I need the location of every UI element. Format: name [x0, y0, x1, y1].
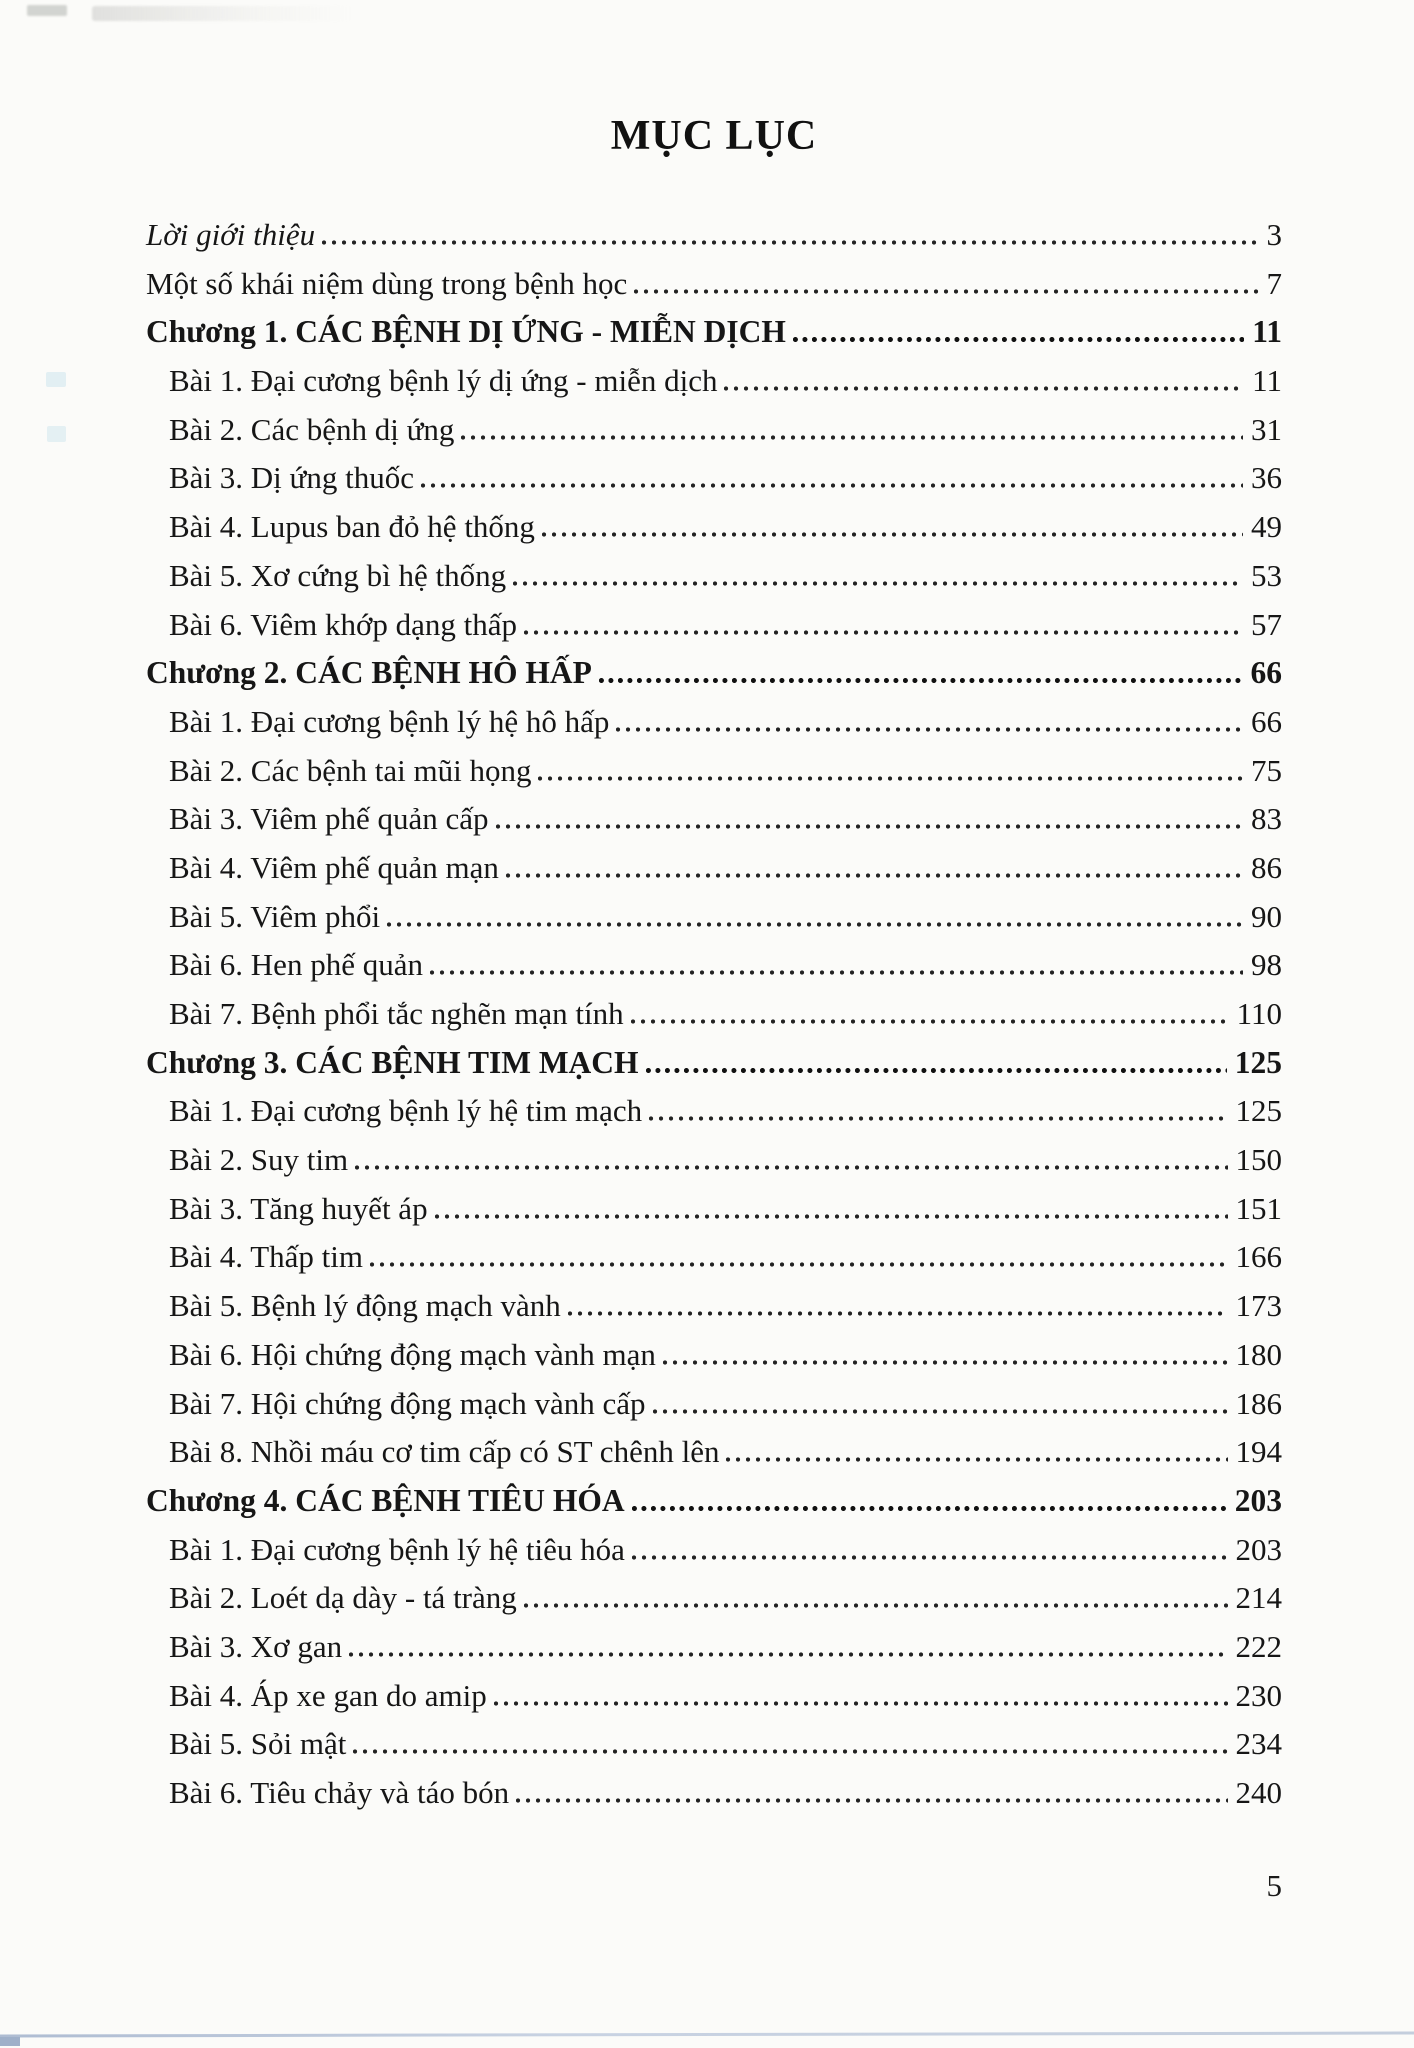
- toc-entry-page: 53: [1251, 557, 1282, 593]
- toc-entry-label: Bài 5. Viêm phổi: [169, 898, 381, 934]
- dot-leader: [632, 1555, 1228, 1560]
- toc-entry-label: Bài 3. Dị ứng thuốc: [169, 460, 414, 496]
- toc-entry-page: 83: [1251, 801, 1282, 837]
- toc-entry-page: 7: [1266, 265, 1282, 301]
- toc-entry-label: Chương 4. CÁC BỆNH TIÊU HÓA: [146, 1482, 625, 1518]
- toc-entry-page: 57: [1251, 606, 1282, 642]
- toc-entry-label: Bài 5. Sỏi mật: [169, 1726, 347, 1762]
- toc-entry: [146, 1278, 1282, 1327]
- toc-entry-page: 180: [1235, 1336, 1282, 1372]
- toc-entry: [146, 1083, 1282, 1132]
- dot-leader: [355, 1165, 1227, 1170]
- toc-entry: [146, 986, 1282, 1035]
- toc-entry: [146, 840, 1282, 889]
- toc-entry-label: Bài 7. Bệnh phổi tắc nghẽn mạn tính: [169, 996, 624, 1031]
- toc-entry-label: Bài 6. Viêm khớp dạng thấp: [169, 606, 518, 642]
- toc-entry-page: 203: [1234, 1482, 1282, 1518]
- toc-entry: [146, 304, 1282, 353]
- toc-entry-page: 11: [1252, 314, 1282, 350]
- scan-artifact-corner: [0, 2037, 20, 2046]
- toc-entry-label: Bài 4. Áp xe gan do amip: [169, 1677, 487, 1713]
- dot-leader: [631, 1019, 1229, 1024]
- toc-entry: [146, 937, 1282, 986]
- dot-leader: [387, 922, 1243, 927]
- dot-leader: [538, 776, 1243, 781]
- dot-leader: [513, 581, 1243, 586]
- toc-entry-label: Chương 1. CÁC BỆNH DỊ ỨNG - MIỄN DỊCH: [146, 314, 786, 350]
- toc-entry-label: Bài 5. Bệnh lý động mạch vành: [169, 1288, 561, 1324]
- toc-entry-label: Bài 6. Hen phế quản: [169, 947, 423, 983]
- toc-entry-label: Một số khái niệm dùng trong bệnh học: [146, 265, 628, 301]
- toc-entry-page: 151: [1235, 1190, 1282, 1226]
- toc-entry-label: Bài 1. Đại cương bệnh lý hệ tiêu hóa: [169, 1531, 625, 1567]
- dot-leader: [421, 483, 1243, 488]
- toc-entry: [146, 1619, 1282, 1668]
- dot-leader: [646, 1068, 1227, 1073]
- page-content: [146, 0, 1282, 2048]
- dot-leader: [435, 1214, 1228, 1219]
- toc-entry-label: Bài 1. Đại cương bệnh lý hệ hô hấp: [169, 703, 610, 739]
- toc-entry: [146, 1229, 1282, 1278]
- toc-entry-label: Bài 8. Nhồi máu cơ tim cấp có ST chênh lên: [169, 1434, 720, 1470]
- toc-entry-page: 166: [1235, 1239, 1282, 1275]
- toc-entry: [146, 256, 1282, 305]
- dot-leader: [322, 240, 1258, 245]
- toc-entry-page: 214: [1235, 1580, 1282, 1616]
- toc-entry-label: Bài 7. Hội chứng động mạch vành cấp: [169, 1385, 646, 1421]
- toc-entry-page: 49: [1251, 509, 1282, 545]
- dot-leader: [568, 1311, 1228, 1316]
- toc-entry: [146, 645, 1282, 694]
- toc-entry-page: 98: [1251, 947, 1282, 983]
- toc-entry-label: Bài 5. Xơ cứng bì hệ thống: [169, 557, 507, 593]
- toc-entry-page: 75: [1251, 752, 1282, 788]
- dot-leader: [524, 630, 1243, 635]
- toc-entry-label: Bài 2. Suy tim: [169, 1142, 349, 1178]
- toc-entry: [146, 1522, 1282, 1571]
- toc-entry-label: Bài 2. Các bệnh dị ứng: [169, 411, 455, 447]
- toc-entry: [146, 1473, 1282, 1522]
- toc-entry: [146, 791, 1282, 840]
- toc-list: [146, 207, 1282, 1814]
- toc-entry-page: 203: [1235, 1531, 1282, 1567]
- toc-entry-page: 230: [1235, 1677, 1282, 1713]
- toc-entry-page: 90: [1251, 898, 1282, 934]
- toc-entry-label: Bài 4. Viêm phế quản mạn: [169, 849, 499, 885]
- toc-entry-label: Bài 1. Đại cương bệnh lý hệ tim mạch: [169, 1093, 643, 1129]
- toc-entry: [146, 499, 1282, 548]
- toc-entry-page: 110: [1236, 996, 1282, 1031]
- toc-entry-label: Bài 3. Tăng huyết áp: [169, 1190, 428, 1226]
- toc-entry: [146, 402, 1282, 451]
- dot-leader: [494, 1701, 1228, 1706]
- toc-entry-page: 234: [1235, 1726, 1282, 1762]
- toc-entry: [146, 597, 1282, 646]
- dot-leader: [461, 435, 1243, 440]
- toc-entry-page: 31: [1251, 411, 1282, 447]
- toc-entry-page: 125: [1235, 1093, 1282, 1129]
- dot-leader: [632, 1506, 1227, 1511]
- page-title: MỤC LỤC: [610, 113, 818, 159]
- scan-artifact-tab: [46, 372, 66, 387]
- toc-entry-page: 125: [1234, 1044, 1282, 1080]
- toc-entry: [146, 1765, 1282, 1814]
- scan-artifact-corner: [27, 5, 67, 16]
- dot-leader: [349, 1652, 1227, 1657]
- toc-entry-label: Bài 1. Đại cương bệnh lý dị ứng - miễn dịch: [169, 363, 718, 399]
- dot-leader: [616, 727, 1243, 732]
- toc-entry-label: Chương 2. CÁC BỆNH HÔ HẤP: [146, 655, 592, 691]
- toc-entry-page: 3: [1266, 217, 1282, 252]
- toc-entry-label: Bài 6. Tiêu chảy và táo bón: [169, 1775, 510, 1810]
- toc-entry-label: Lời giới thiệu: [146, 217, 316, 252]
- toc-entry-label: Bài 6. Hội chứng động mạch vành mạn: [169, 1336, 656, 1372]
- toc-entry: [146, 450, 1282, 499]
- toc-entry-page: 222: [1235, 1628, 1282, 1664]
- toc-entry: [146, 743, 1282, 792]
- dot-leader: [653, 1409, 1228, 1414]
- toc-entry: [146, 889, 1282, 938]
- toc-entry: [146, 207, 1282, 256]
- toc-entry: [146, 1132, 1282, 1181]
- toc-entry: [146, 1327, 1282, 1376]
- toc-entry-label: Bài 4. Lupus ban đỏ hệ thống: [169, 509, 535, 545]
- toc-entry-page: 11: [1252, 363, 1282, 399]
- toc-entry-page: 36: [1251, 460, 1282, 496]
- toc-entry: [146, 548, 1282, 597]
- dot-leader: [496, 824, 1243, 829]
- dot-leader: [599, 678, 1243, 683]
- dot-leader: [649, 1116, 1227, 1121]
- toc-entry: [146, 1716, 1282, 1765]
- toc-entry: [146, 1668, 1282, 1717]
- dot-leader: [506, 873, 1243, 878]
- scan-artifact-tab: [47, 426, 66, 442]
- dot-leader: [353, 1749, 1227, 1754]
- toc-entry: [146, 1570, 1282, 1619]
- toc-entry-label: Bài 2. Loét dạ dày - tá tràng: [169, 1580, 517, 1616]
- toc-entry-page: 66: [1251, 703, 1282, 739]
- toc-entry-page: 186: [1235, 1385, 1282, 1421]
- dot-leader: [516, 1798, 1227, 1803]
- toc-entry: [146, 694, 1282, 743]
- toc-entry-label: Bài 3. Xơ gan: [169, 1628, 343, 1664]
- dot-leader: [634, 289, 1258, 294]
- toc-entry-label: Bài 3. Viêm phế quản cấp: [169, 801, 489, 837]
- page-number: 5: [1266, 1868, 1282, 1903]
- dot-leader: [793, 337, 1244, 342]
- toc-entry: [146, 1376, 1282, 1425]
- dot-leader: [663, 1360, 1228, 1365]
- toc-entry-page: 194: [1235, 1434, 1282, 1470]
- dot-leader: [724, 386, 1244, 391]
- toc-entry: [146, 1181, 1282, 1230]
- toc-entry-page: 240: [1235, 1775, 1282, 1810]
- toc-entry-page: 66: [1250, 655, 1282, 691]
- toc-entry-label: Bài 2. Các bệnh tai mũi họng: [169, 752, 532, 788]
- toc-entry-page: 86: [1251, 849, 1282, 885]
- dot-leader: [726, 1457, 1227, 1462]
- toc-entry-page: 173: [1235, 1288, 1282, 1324]
- toc-entry-label: Chương 3. CÁC BỆNH TIM MẠCH: [146, 1044, 639, 1080]
- dot-leader: [542, 532, 1243, 537]
- dot-leader: [370, 1262, 1227, 1267]
- toc-entry: [146, 353, 1282, 402]
- dot-leader: [430, 970, 1243, 975]
- dot-leader: [524, 1603, 1228, 1608]
- toc-entry-page: 150: [1235, 1142, 1282, 1178]
- toc-entry-label: Bài 4. Thấp tim: [169, 1239, 364, 1275]
- toc-entry: [146, 1424, 1282, 1473]
- toc-entry: [146, 1035, 1282, 1084]
